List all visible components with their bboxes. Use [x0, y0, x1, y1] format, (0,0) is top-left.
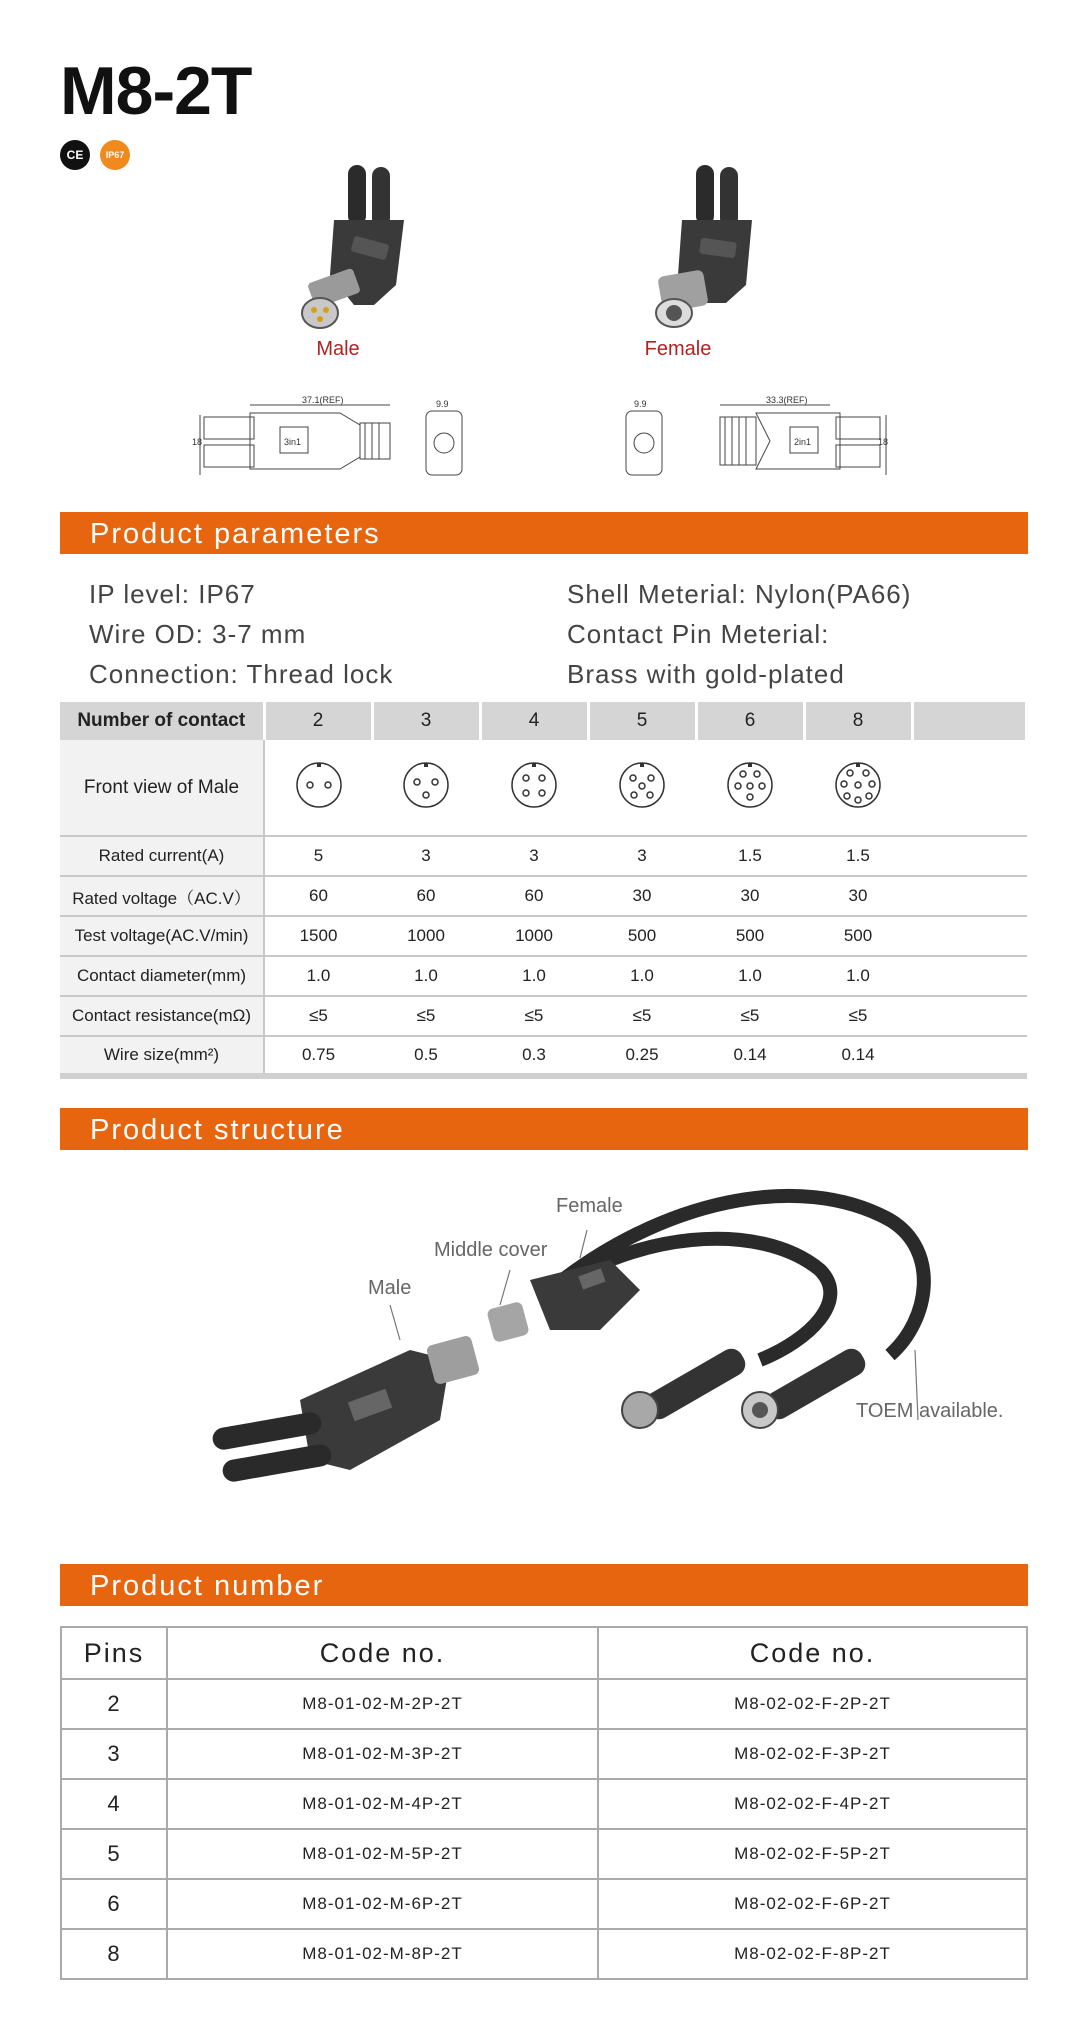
female-height-dimension: 18	[878, 437, 889, 447]
product-structure-image	[200, 1180, 960, 1530]
product-number-header-row	[61, 1627, 1027, 1679]
ce-mark-icon: CE	[60, 140, 90, 170]
section-product-parameters	[60, 512, 1028, 554]
ip67-badge-icon: IP67	[100, 140, 130, 170]
contact-count: 3	[372, 702, 480, 740]
column-header-female-code: Code no.	[598, 1627, 1027, 1679]
spec-row: Wire size(mm²) 0.75 0.5 0.3 0.25 0.14 0.14	[60, 1036, 1027, 1076]
section-title: Product parameters	[90, 518, 381, 550]
contact-count: 2	[264, 702, 372, 740]
table-row: 3 M8-01-02-M-3P-2T M8-02-02-F-3P-2T	[61, 1729, 1027, 1779]
female-label: Female	[644, 338, 712, 360]
contact-count: 8	[804, 702, 912, 740]
param-connection: Connection: Thread lock	[89, 659, 394, 689]
table-row: 2 M8-01-02-M-2P-2T M8-02-02-F-2P-2T	[61, 1679, 1027, 1729]
table-row: 8 M8-01-02-M-8P-2T M8-02-02-F-8P-2T	[61, 1929, 1027, 1979]
spec-row: Contact resistance(mΩ) ≤5 ≤5 ≤5 ≤5 ≤5 ≤5	[60, 996, 1027, 1036]
female-width-dimension: 9.9	[634, 399, 647, 409]
structure-label-female: Female	[556, 1195, 623, 1217]
certification-badges	[60, 140, 130, 170]
column-header-male-code: Code no.	[167, 1627, 598, 1679]
male-length-dimension: 37.1(REF)	[302, 395, 344, 405]
spec-header-spacer	[912, 702, 1027, 740]
section-product-structure	[60, 1108, 1028, 1150]
male-drawing-logo: 3in1	[284, 437, 302, 447]
spec-row: Contact diameter(mm) 1.0 1.0 1.0 1.0 1.0 1.0	[60, 956, 1027, 996]
param-contact-pin-plating: Brass with gold-plated	[567, 659, 845, 689]
male-width-dimension: 9.9	[436, 399, 449, 409]
contact-count: 5	[588, 702, 696, 740]
structure-label-male: Male	[368, 1277, 412, 1299]
param-wire-od: Wire OD: 3-7 mm	[89, 619, 307, 649]
female-connector-image	[648, 165, 778, 335]
table-row: 6 M8-01-02-M-6P-2T M8-02-02-F-6P-2T	[61, 1879, 1027, 1929]
male-label: Male	[316, 338, 360, 360]
spec-row: Test voltage(AC.V/min) 1500 1000 1000 500 500 500	[60, 916, 1027, 956]
spec-row: Rated voltage（AC.V） 60 60 60 30 30 30	[60, 876, 1027, 916]
spec-header-label: Number of contact	[60, 702, 264, 740]
page-title: M8-2T	[60, 53, 252, 129]
section-product-number	[60, 1564, 1028, 1606]
pin-layout-3-icon	[401, 760, 451, 810]
table-row: 4 M8-01-02-M-4P-2T M8-02-02-F-4P-2T	[61, 1779, 1027, 1829]
param-shell-material: Shell Meterial: Nylon(PA66)	[567, 579, 912, 609]
structure-label-middle-cover: Middle cover	[434, 1239, 548, 1261]
pin-layout-4-icon	[509, 760, 559, 810]
female-dimension-drawing	[620, 395, 900, 485]
product-number-table	[60, 1626, 1028, 1980]
param-ip-level: IP level: IP67	[89, 579, 256, 609]
male-dimension-drawing	[190, 395, 470, 485]
pin-layout-6-icon	[725, 760, 775, 810]
table-row: 5 M8-01-02-M-5P-2T M8-02-02-F-5P-2T	[61, 1829, 1027, 1879]
structure-label-oem: TOEM available.	[856, 1400, 1004, 1422]
section-title: Product structure	[90, 1114, 345, 1146]
spec-front-view-row	[60, 740, 1027, 836]
female-drawing-logo: 2in1	[794, 437, 812, 447]
female-length-dimension: 33.3(REF)	[766, 395, 808, 405]
spec-table	[60, 702, 1028, 1079]
male-connector-image	[300, 165, 430, 335]
pin-layout-2-icon	[294, 760, 344, 810]
contact-count: 4	[480, 702, 588, 740]
pin-layout-8-icon	[833, 760, 883, 810]
column-header-pins: Pins	[61, 1627, 167, 1679]
spec-header-row	[60, 702, 1027, 740]
male-height-dimension: 18	[192, 437, 203, 447]
pin-layout-5-icon	[617, 760, 667, 810]
section-title: Product number	[90, 1570, 325, 1602]
param-contact-pin-material: Contact Pin Meterial:	[567, 619, 830, 649]
spec-row: Rated current(A) 5 3 3 3 1.5 1.5	[60, 836, 1027, 876]
front-view-label: Front view of Male	[60, 740, 264, 836]
contact-count: 6	[696, 702, 804, 740]
